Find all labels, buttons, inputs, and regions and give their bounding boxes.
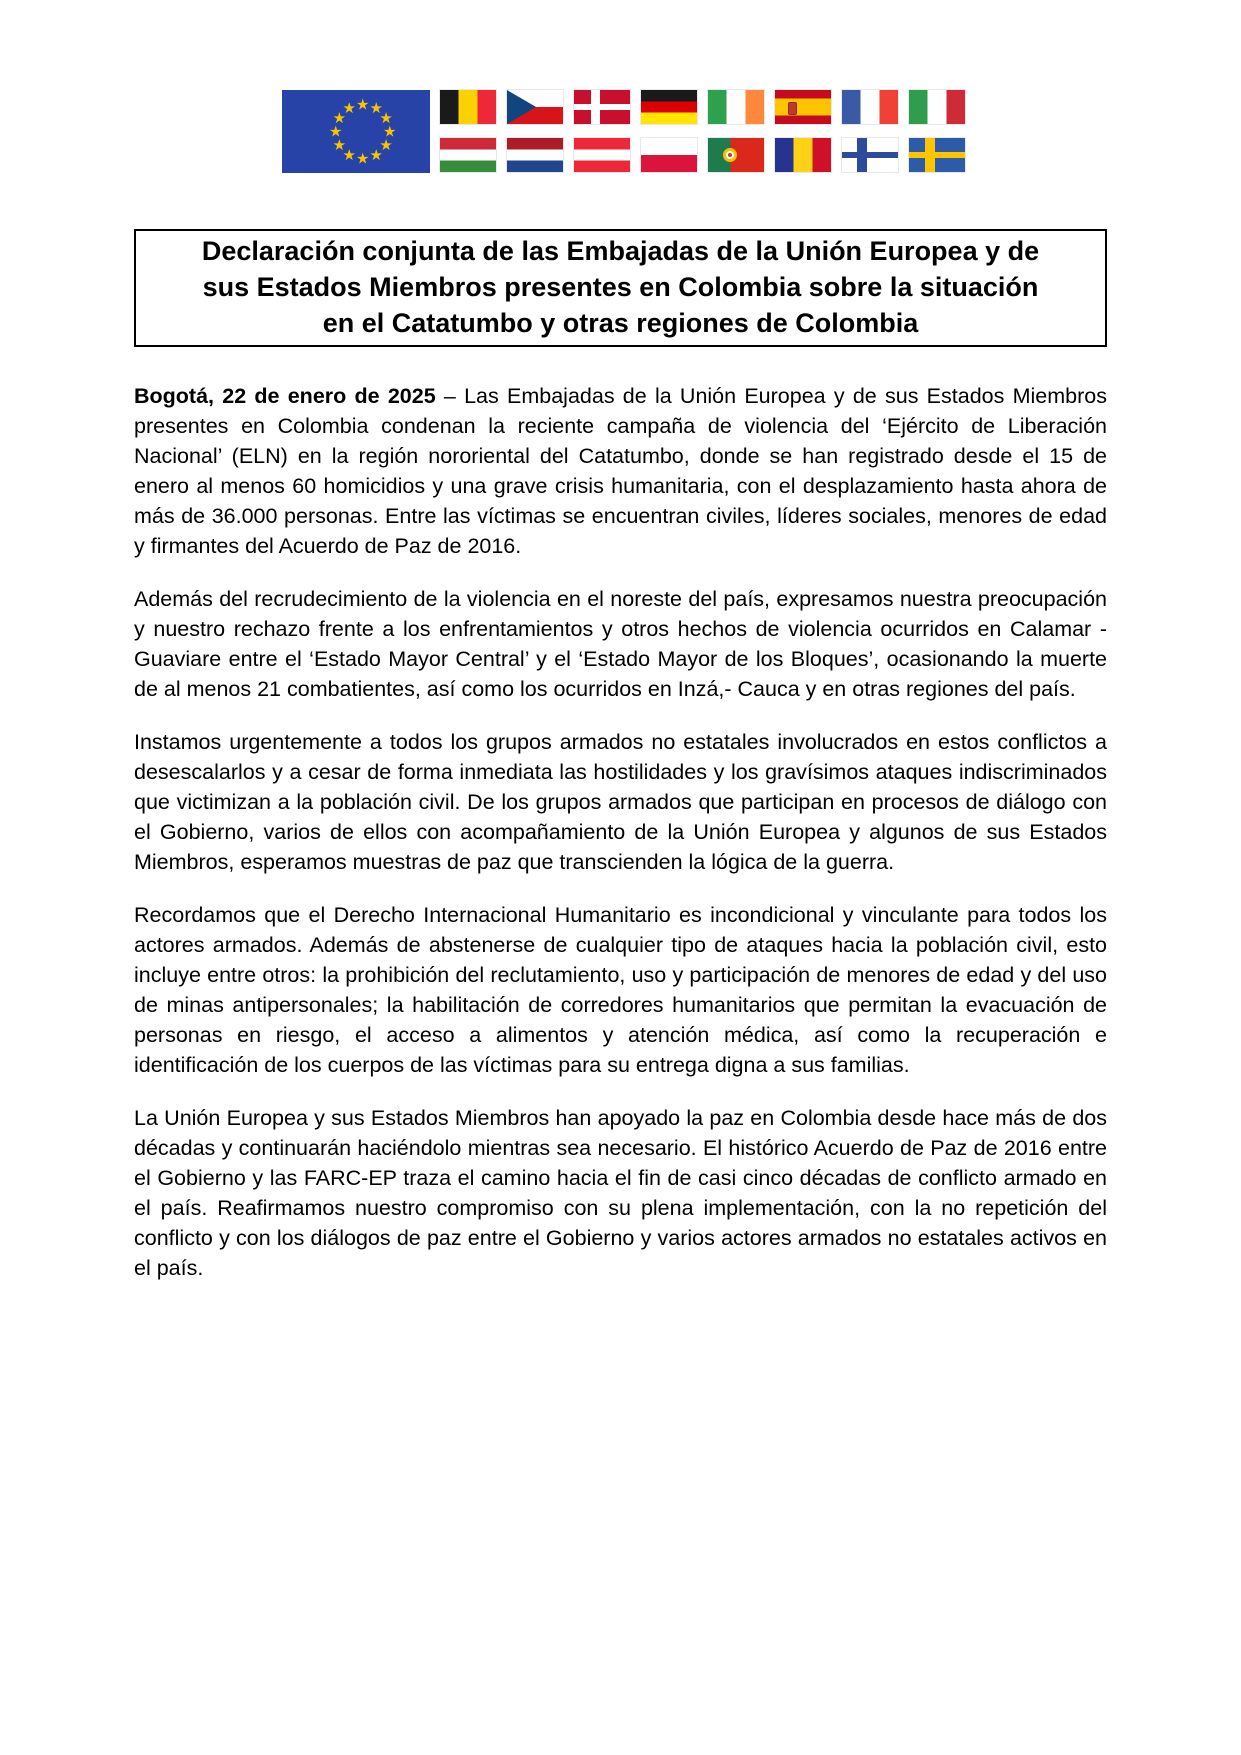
paragraph-text: Instamos urgentemente a todos los grupos armados no estatales involucrados en estos conflictos a desescalarlos y a cesar de forma inmediata las hostilidades y los gravísimos ataques indiscriminados que victimizan a la población civil. De los grupos armados que participan en procesos de diálogo con el Gobierno, varios de ellos con acompañamiento de la Unión Europea y algunos de sus Estados Miembros, esperamos muestras de paz que transcienden la lógica de la guerra. xyxy=(134,730,1107,874)
flag-netherlands-icon xyxy=(507,138,563,172)
flag-finland-icon xyxy=(842,138,898,172)
flag-poland-icon xyxy=(641,138,697,172)
paragraph-text: – Las Embajadas de la Unión Europea y de sus Estados Miembros presentes en Colombia condenan la reciente campaña de violencia del ‘Ejército de Liberación Nacional’ (ELN) en la región nororiental del Catatumbo, donde se han registrado desde el 15 de enero al menos 60 homicidios y una grave crisis humanitaria, con el desplazamiento hasta ahora de más de 36.000 personas. Entre las víctimas se encuentran civiles, líderes sociales, menores de edad y firmantes del Acuerdo de Paz de 2016. xyxy=(134,384,1107,558)
flag-germany-icon xyxy=(641,90,697,124)
eu-flag-icon xyxy=(282,90,430,173)
flag-denmark-icon xyxy=(574,90,630,124)
flag-belgium-icon xyxy=(440,90,496,124)
flag-czechia-icon xyxy=(507,90,563,124)
flags-banner xyxy=(282,90,1241,173)
flag-portugal-icon xyxy=(708,138,764,172)
flag-france-icon xyxy=(842,90,898,124)
paragraph-text: Recordamos que el Derecho Internacional Humanitario es incondicional y vinculante para todos los actores armados. Además de abstenerse de cualquier tipo de ataques hacia la población civil, esto incluye entre otros: la prohibición del reclutamiento, uso y participación de menores de edad y del uso de minas antipersonales; la habilitación de corredores humanitarios que permitan la evacuación de personas en riesgo, el acceso a alimentos y atención médica, así como la recuperación e identificación de los cuerpos de las víctimas para su entrega digna a sus familias. xyxy=(134,903,1107,1077)
flag-ireland-icon xyxy=(708,90,764,124)
title-line-2: sus Estados Miembros presentes en Colombia sobre la situación xyxy=(202,272,1039,302)
flag-romania-icon xyxy=(775,138,831,172)
dateline-bold: Bogotá, 22 de enero de 2025 xyxy=(134,384,436,408)
flag-italy-icon xyxy=(909,90,965,124)
flag-hungary-icon xyxy=(440,138,496,172)
flag-austria-icon xyxy=(574,138,630,172)
title-box xyxy=(134,229,1107,347)
paragraph-2 xyxy=(134,584,1107,704)
flag-sweden-icon xyxy=(909,138,965,172)
paragraph-3 xyxy=(134,727,1107,877)
member-state-flags xyxy=(440,90,965,172)
paragraph-dateline xyxy=(134,381,1107,561)
paragraph-text: La Unión Europea y sus Estados Miembros han apoyado la paz en Colombia desde hace más de dos décadas y continuarán haciéndolo mientras sea necesario. El histórico Acuerdo de Paz de 2016 entre el Gobierno y las FARC-EP traza el camino hacia el fin de casi cinco décadas de conflicto armado en el país. Reafirmamos nuestro compromiso con su plena implementación, con la no repetición del conflicto y con los diálogos de paz entre el Gobierno y varios actores armados no estatales activos en el país. xyxy=(134,1106,1107,1280)
title-line-1: Declaración conjunta de las Embajadas de la Unión Europea y de xyxy=(201,236,1040,266)
paragraph-5 xyxy=(134,1103,1107,1283)
flag-spain-icon xyxy=(775,90,831,124)
title-line-3: en el Catatumbo y otras regiones de Colombia xyxy=(322,308,919,338)
document-body xyxy=(134,381,1107,1283)
paragraph-4 xyxy=(134,900,1107,1080)
paragraph-text: Además del recrudecimiento de la violencia en el noreste del país, expresamos nuestra preocupación y nuestro rechazo frente a los enfrentamientos y otros hechos de violencia ocurridos en Calamar - Guaviare entre el ‘Estado Mayor Central’ y el ‘Estado Mayor de los Bloques’, ocasionando la muerte de al menos 21 combatientes, así como los ocurridos en Inzá,- Cauca y en otras regiones del país. xyxy=(134,587,1107,701)
